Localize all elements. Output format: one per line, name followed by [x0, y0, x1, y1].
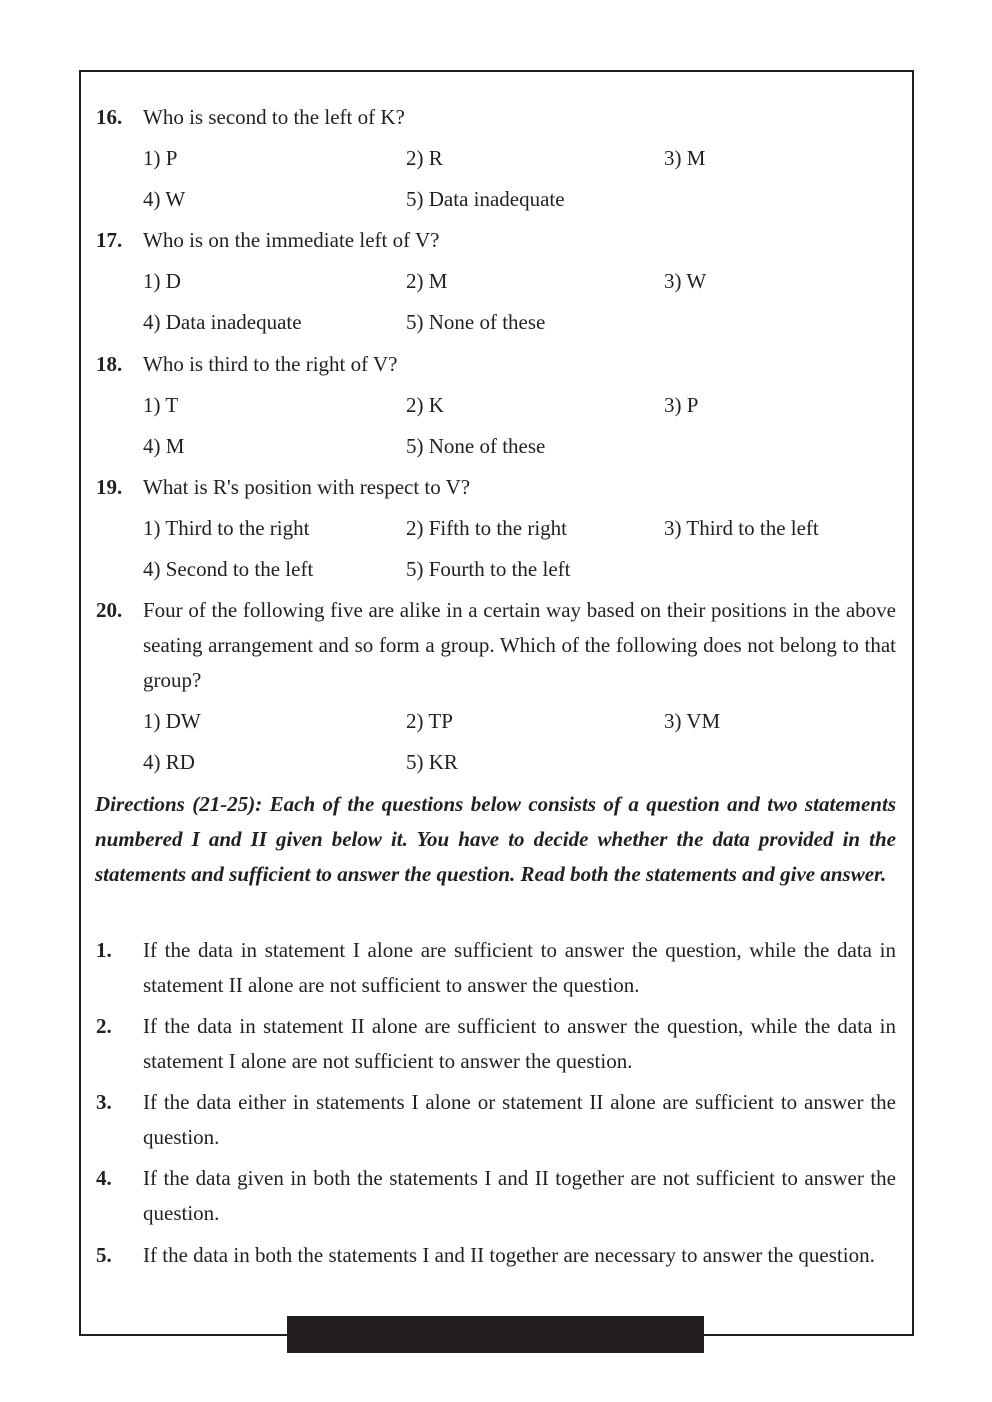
answer-option: 2) R [406, 146, 443, 170]
answer-option: 2) TP [406, 709, 453, 733]
answer-option: 2) Fifth to the right [406, 516, 567, 540]
answer-key-text: If the data in both the statements I and II together are necessary to answer the question. [143, 1243, 875, 1267]
answer-option: 1) DW [143, 709, 201, 733]
question-number: 17. [96, 228, 123, 252]
answer-option: 5) Data inadequate [406, 187, 565, 211]
answer-option: 4) Second to the left [143, 557, 314, 581]
answer-key-number: 2. [96, 1014, 112, 1038]
answer-option: 3) W [664, 269, 707, 293]
answer-option: 4) M [143, 434, 185, 458]
question-number: 19. [96, 475, 123, 499]
question-text: Who is on the immediate left of V? [143, 228, 440, 252]
answer-option: 1) D [143, 269, 181, 293]
answer-option: 5) None of these [406, 434, 546, 458]
question-text: Who is third to the right of V? [143, 352, 398, 376]
answer-option: 1) P [143, 146, 178, 170]
answer-key-text: If the data in statement I alone are sufficient to answer the question, while the data in statement II alone are not sufficient to answer the question. [143, 938, 896, 997]
answer-key-text: If the data either in statements I alone or statement II alone are sufficient to answer the question. [143, 1090, 896, 1149]
answer-option: 4) Data inadequate [143, 310, 302, 334]
directions-text: Directions (21-25): Each of the questions below consists of a question and two statements numbered I and II given below it. You have to decide whether the data provided in the statements and sufficient to answer the question. Read both the statements and give answer. [95, 792, 896, 886]
answer-option: 3) VM [664, 709, 721, 733]
question-number: 16. [96, 105, 123, 129]
answer-option: 4) W [143, 187, 186, 211]
answer-key-text: If the data given in both the statements I and II together are not sufficient to answer the question. [143, 1166, 896, 1225]
answer-option: 1) T [143, 393, 179, 417]
answer-key-number: 4. [96, 1166, 112, 1190]
question-text: What is R's position with respect to V? [143, 475, 471, 499]
footer-bar [287, 1316, 704, 1353]
answer-key-number: 3. [96, 1090, 112, 1114]
answer-option: 3) Third to the left [664, 516, 819, 540]
answer-option: 3) M [664, 146, 706, 170]
question-number: 20. [96, 598, 123, 622]
answer-option: 5) None of these [406, 310, 546, 334]
question-text: Who is second to the left of K? [143, 105, 405, 129]
answer-option: 2) M [406, 269, 448, 293]
answer-key-number: 1. [96, 938, 112, 962]
answer-option: 1) Third to the right [143, 516, 310, 540]
answer-option: 5) Fourth to the left [406, 557, 571, 581]
answer-option: 4) RD [143, 750, 195, 774]
question-number: 18. [96, 352, 123, 376]
answer-key-text: If the data in statement II alone are sufficient to answer the question, while the data in statement I alone are not sufficient to answer the question. [143, 1014, 896, 1073]
answer-key-number: 5. [96, 1243, 112, 1267]
answer-option: 5) KR [406, 750, 458, 774]
answer-option: 2) K [406, 393, 444, 417]
answer-option: 3) P [664, 393, 699, 417]
question-text: Four of the following five are alike in a certain way based on their positions in the above seating arrangement and so form a group. Which of the following does not belong to that group? [143, 598, 896, 692]
